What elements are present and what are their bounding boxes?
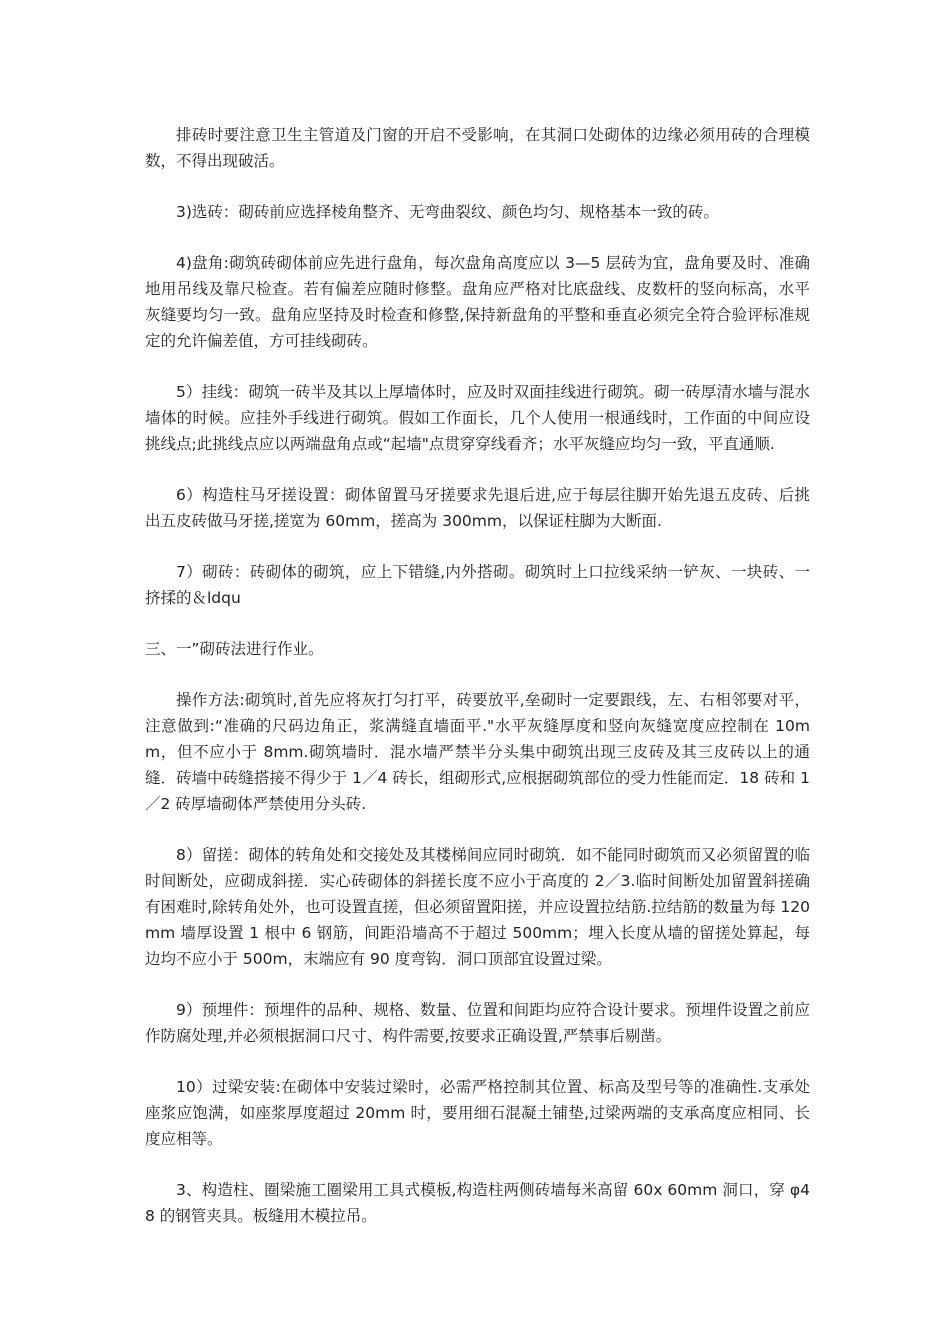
paragraph-12: 3、构造柱、圈梁施工圈梁用工具式模板,构造柱两侧砖墙每米高留 60x 60mm 洞口，穿 φ48 的钢管夹具。板缝用木模拉吊。 xyxy=(145,1181,810,1225)
paragraph-9: 8）留搓：砌体的转角处和交接处及其楼梯间应同时砌筑．如不能同时砌筑而又必须留置的临时间断处，应砌成斜搓．实心砖砌体的斜搓长度不应小于高度的 2／3.临时间断处加留置斜搓确有困难时,除转角处外，也可设置直搓，但必须留置阳搓，并应设置拉结筋.拉结筋的数量为每 120mm 墙厚设置 1 根中 6 钢筋，间距沿墙高不于超过 500mm；埋入长度从墙的留搓处算起，每边均不应小于 500m，末端应有 90 度弯钩．洞口顶部宜设置过梁。 xyxy=(145,846,810,968)
paragraph-1: 排砖时要注意卫生主管道及门窗的开启不受影响，在其洞口处砌体的边缘必须用砖的合理模数，不得出现破活。 xyxy=(145,126,810,170)
document-body xyxy=(145,122,810,1254)
paragraph-7: 三、一”砌砖法进行作业。 xyxy=(145,640,324,658)
paragraph-11: 10）过梁安装:在砌体中安装过梁时，必需严格控制其位置、标高及型号等的准确性.支承处座浆应饱满，如座浆厚度超过 20mm 时，要用细石混凝土铺垫,过梁两端的支承高度应相同、长度应相等。 xyxy=(145,1078,810,1148)
paragraph-8: 操作方法:砌筑时,首先应将灰打匀打平，砖要放平,垒砌时一定要跟线，左、右相邻要对平，注意做到:“准确的尺码边角正，浆满缝直墙面平."水平灰缝厚度和竖向灰缝宽度应控制在 10mm，但不应小于 8mm.砌筑墙时．混水墙严禁半分头集中砌筑出现三皮砖及其三皮砖以上的通缝．砖墙中砖缝搭接不得少于 1／4 砖长，组砌形式,应根据砌筑部位的受力性能而定．18 砖和 1／2 砖厚墙砌体严禁使用分头砖. xyxy=(145,691,810,813)
paragraph-6: 7）砌砖：砖砌体的砌筑，应上下错缝,内外搭砌。砌筑时上口拉线采纳一铲灰、一块砖、一挤揉的＆ldqu xyxy=(145,563,810,607)
paragraph-10: 9）预埋件：预埋件的品种、规格、数量、位置和间距均应符合设计要求。预埋件设置之前应作防腐处理,并必须根据洞口尺寸、构件需要,按要求正确设置,严禁事后剔凿。 xyxy=(145,1001,810,1045)
paragraph-4: 5）挂线：砌筑一砖半及其以上厚墙体时，应及时双面挂线进行砌筑。砌一砖厚清水墙与混水墙体的时候。应挂外手线进行砌筑。假如工作面长，几个人使用一根通线时，工作面的中间应设挑线点;此挑线点应以两端盘角点或“起墙"点贯穿穿线看齐；水平灰缝应均匀一致，平直通顺. xyxy=(145,383,810,453)
paragraph-5: 6）构造柱马牙搓设置：砌体留置马牙搓要求先退后进,应于每层往脚开始先退五皮砖、后挑出五皮砖做马牙搓,搓宽为 60mm，搓高为 300mm，以保证柱脚为大断面. xyxy=(145,486,810,530)
paragraph-2: 3)选砖：砌砖前应选择棱角整齐、无弯曲裂纹、颜色均匀、规格基本一致的砖。 xyxy=(176,203,719,221)
paragraph-3: 4)盘角:砌筑砖砌体前应先进行盘角，每次盘角高度应以 3—5 层砖为宜，盘角要及时、准确地用吊线及靠尺检查。若有偏差应随时修整。盘角应严格对比底盘线、皮数杆的竖向标高，水平灰缝要均匀一致。盘角应坚持及时检查和修整,保持新盘角的平整和垂直必须完全符合验评标准规定的允许偏差值，方可挂线砌砖。 xyxy=(145,254,810,350)
